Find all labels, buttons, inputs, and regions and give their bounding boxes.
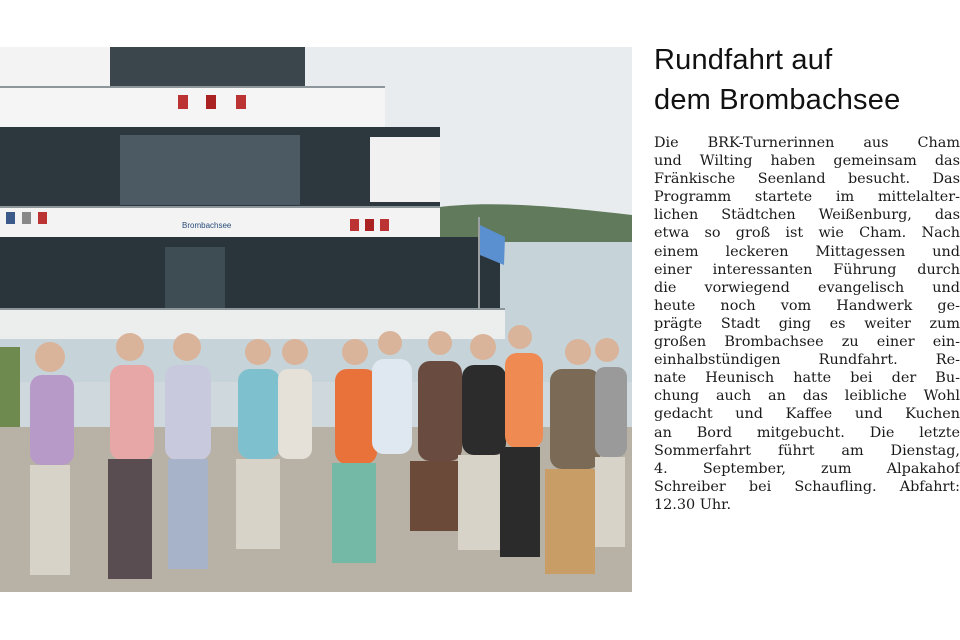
headline-line: dem Brombachsee (654, 84, 901, 116)
body-line: die vorwiegend evangelisch und (654, 279, 960, 296)
body-line: an Bord mitgebucht. Die letzte (654, 424, 960, 441)
body-line: einem leckeren Mittagessen und (654, 243, 960, 260)
body-line: 4. September, zum Alpakahof (654, 460, 960, 477)
body-line: Die BRK-Turnerinnen aus Cham (654, 135, 960, 151)
headline-line: Rundfahrt auf (654, 44, 833, 76)
body-line: 12.30 Uhr. (654, 496, 732, 513)
article-body (654, 134, 960, 514)
ship-name-sign: Brombachsee (182, 221, 232, 230)
body-line: einhalbstündigen Rundfahrt. Re- (654, 352, 960, 369)
group-photo (0, 47, 632, 592)
body-line: chung auch an das leibliche Wohl (654, 388, 960, 405)
body-line: etwa so groß ist wie Cham. Nach (654, 225, 960, 242)
body-line: Sommerfahrt führt am Dienstag, (654, 442, 960, 459)
photo-illustration (0, 47, 632, 592)
body-line: und Wilting haben gemeinsam das (654, 153, 960, 170)
article (654, 40, 960, 514)
body-line: einer interessanten Führung durch (654, 261, 960, 278)
body-line: lichen Städtchen Weißenburg, das (654, 207, 960, 224)
body-line: Schreiber bei Schaufling. Abfahrt: (654, 478, 960, 495)
body-line: Fränkische Seenland besucht. Das (654, 171, 960, 188)
body-line: heute noch vom Handwerk ge- (654, 297, 960, 314)
article-headline (654, 40, 960, 120)
body-line: gedacht und Kaffee und Kuchen (654, 406, 960, 423)
body-line: großen Brombachsee zu einer ein- (654, 334, 960, 351)
body-line: prägte Stadt ging es weiter zum (654, 315, 960, 332)
body-line: Programm startete im mittelalter- (654, 189, 960, 206)
body-line: nate Heunisch hatte bei der Bu- (654, 370, 960, 387)
